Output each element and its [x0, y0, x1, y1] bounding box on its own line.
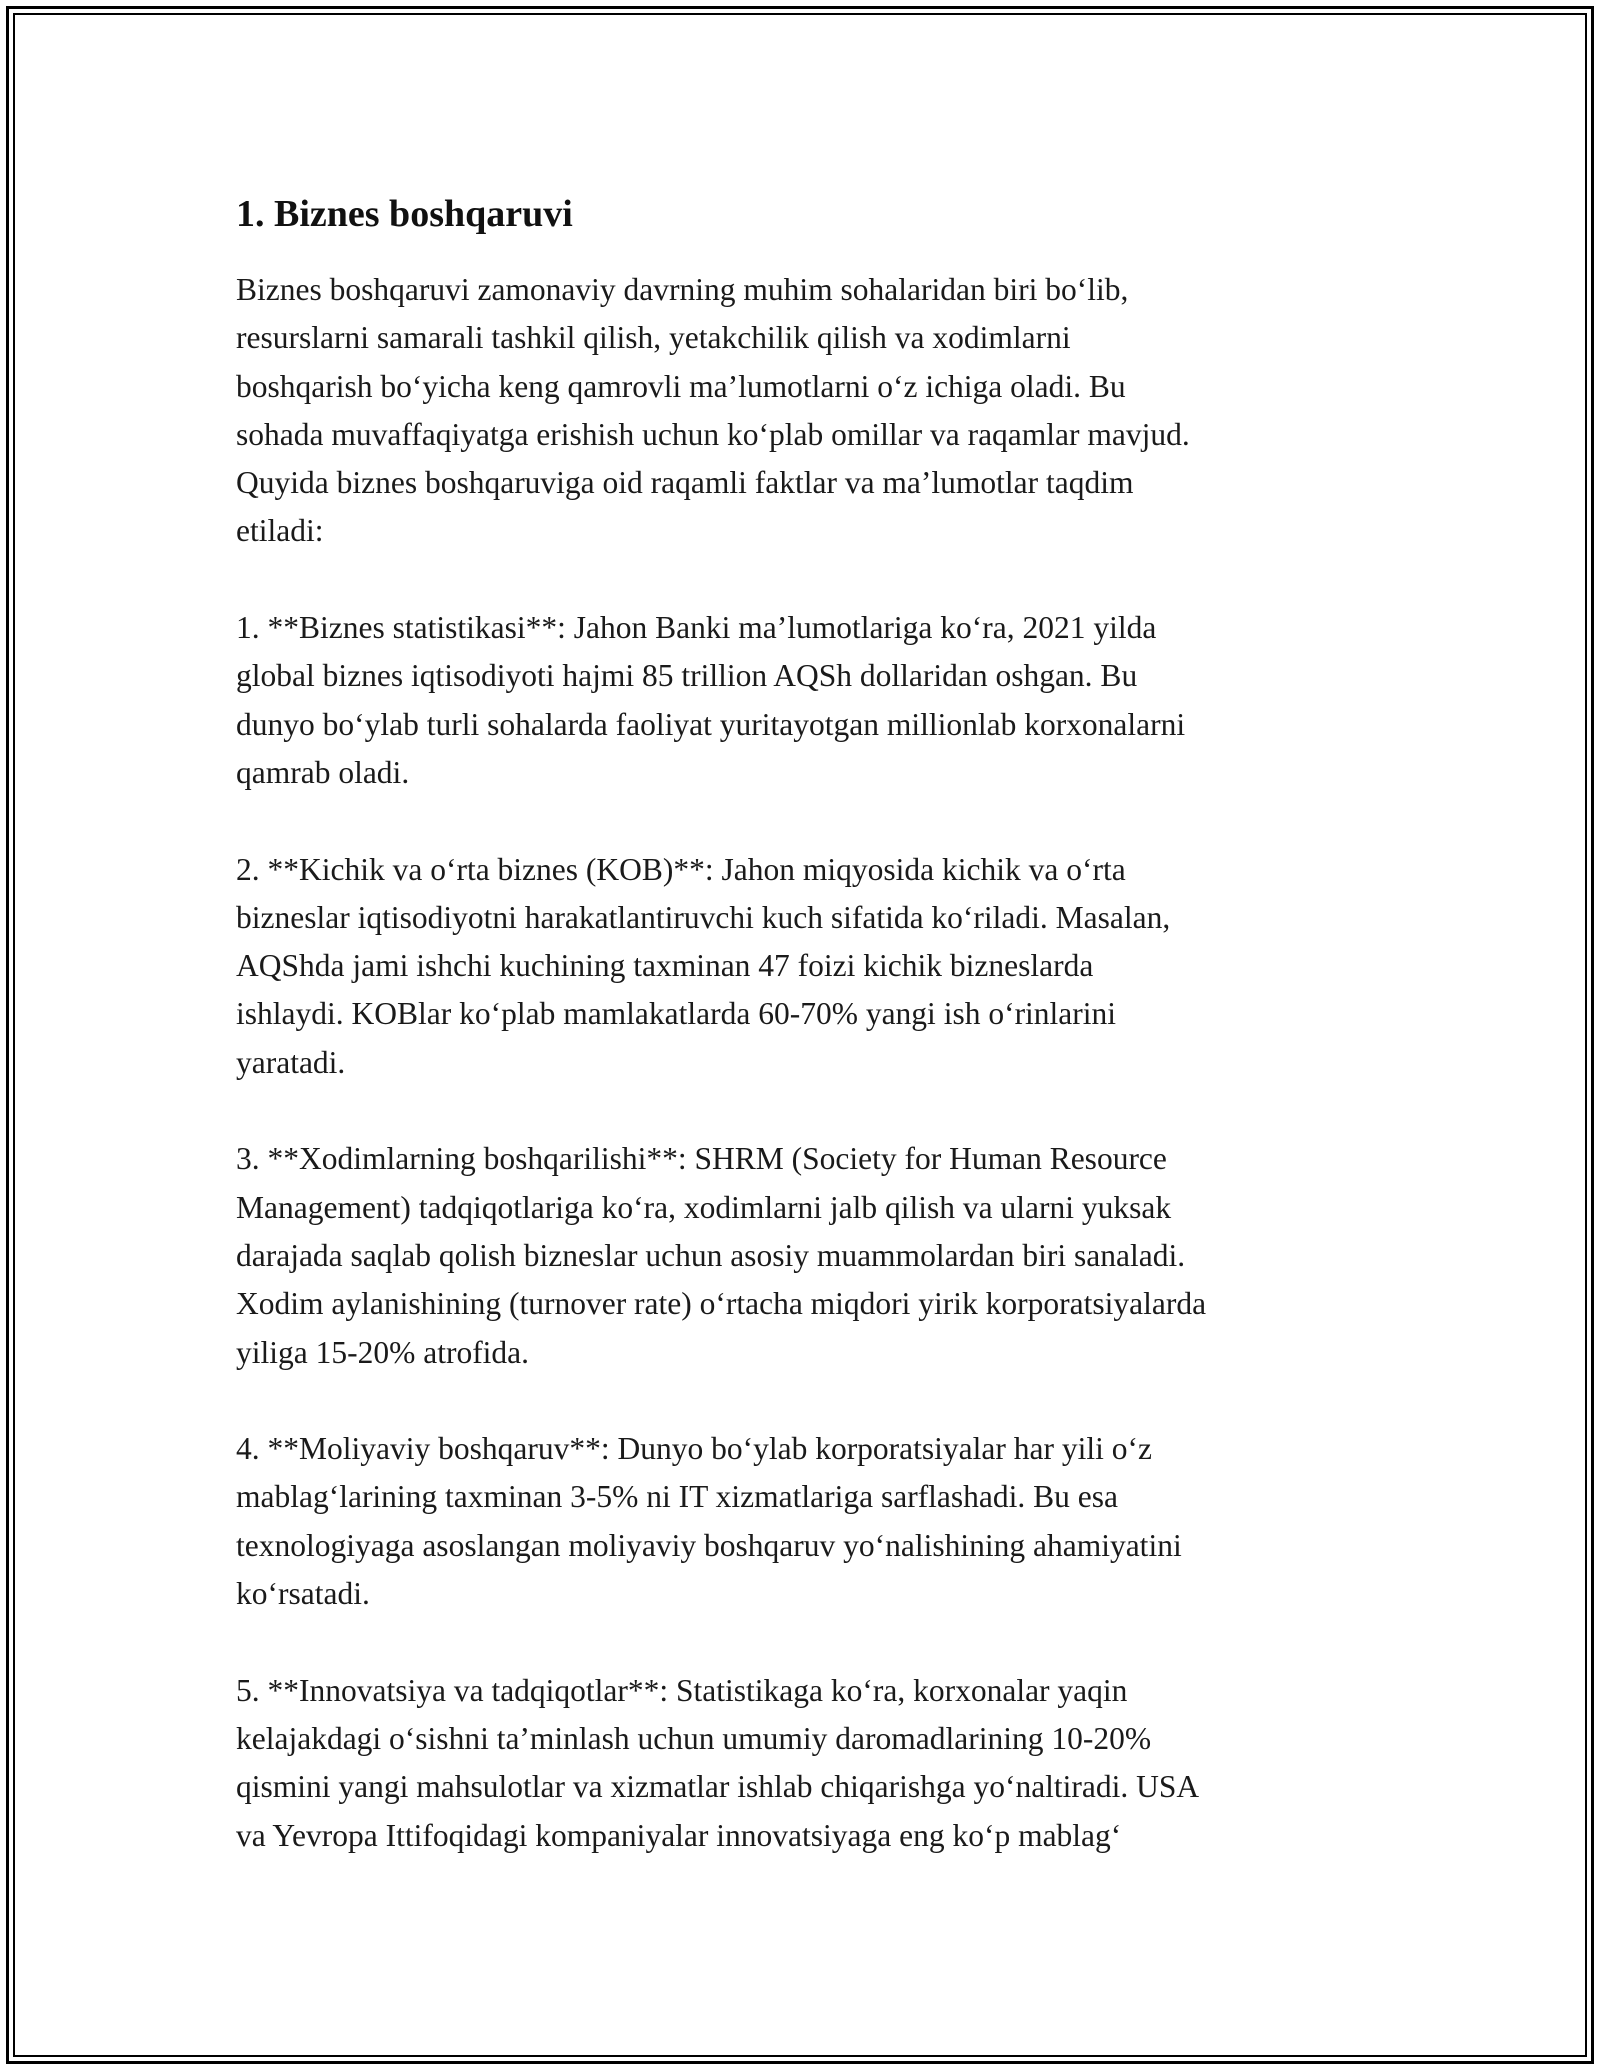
text-line: koʻrsatadi.: [236, 1576, 370, 1612]
text-line: resurslarni samarali tashkil qilish, yetakchilik qilish va xodimlarni: [236, 320, 1071, 356]
text-line: boshqarish boʻyicha keng qamrovli maʼlumotlarni oʻz ichiga oladi. Bu: [236, 368, 1126, 404]
text-line: Xodim aylanishining (turnover rate) oʻrtacha miqdori yirik korporatsiyalarda: [236, 1286, 1207, 1322]
text-line: dunyo boʻylab turli sohalarda faoliyat yuritayotgan millionlab korxonalarni: [236, 706, 1186, 742]
text-line: qismini yangi mahsulotlar va xizmatlar ishlab chiqarishga yoʻnaltiradi. USA: [236, 1769, 1200, 1805]
text-line: texnologiyaga asoslangan moliyaviy boshqaruv yoʻnalishining ahamiyatini: [236, 1527, 1182, 1563]
text-line: ishlaydi. KOBlar koʻplab mamlakatlarda 60-70% yangi ish oʻrinlarini: [236, 996, 1117, 1032]
text-line: Biznes boshqaruvi zamonaviy davrning muhim sohalaridan biri boʻlib,: [236, 272, 1129, 307]
intro-paragraph: [236, 266, 1376, 556]
list-item-business-statistics: [236, 604, 1376, 797]
text-line: Management) tadqiqotlariga koʻra, xodimlarni jalb qilish va ularni yuksak: [236, 1189, 1172, 1225]
text-line: darajada saqlab qolish bizneslar uchun asosiy muammolardan biri sanaladi.: [236, 1237, 1186, 1273]
text-line: yiliga 15-20% atrofida.: [236, 1334, 530, 1370]
list-item-employee-management: [236, 1135, 1376, 1376]
text-line: etiladi:: [236, 513, 324, 549]
text-line: global biznes iqtisodiyoti hajmi 85 trillion AQSh dollaridan oshgan. Bu: [236, 658, 1138, 694]
text-line: kelajakdagi oʻsishni taʼminlash uchun umumiy daromadlarining 10-20%: [236, 1720, 1152, 1756]
text-line: Quyida biznes boshqaruviga oid raqamli faktlar va maʼlumotlar taqdim: [236, 465, 1134, 501]
text-line: va Yevropa Ittifoqidagi kompaniyalar innovatsiyaga eng koʻp mablagʻ: [236, 1817, 1122, 1853]
text-line: 5. **Innovatsiya va tadqiqotlar**: Statistikaga koʻra, korxonalar yaqin: [236, 1672, 1128, 1708]
text-line: sohada muvaffaqiyatga erishish uchun koʻplab omillar va raqamlar mavjud.: [236, 416, 1190, 452]
text-line: 2. **Kichik va oʻrta biznes (KOB)**: Jahon miqyosida kichik va oʻrta: [236, 851, 1126, 887]
list-item-innovation-research: [236, 1667, 1376, 1860]
section-heading: 1. Biznes boshqaruvi: [236, 193, 573, 235]
text-line: bizneslar iqtisodiyotni harakatlantiruvchi kuch sifatida koʻriladi. Masalan,: [236, 899, 1171, 935]
document-body: [236, 186, 1376, 1908]
text-line: 4. **Moliyaviy boshqaruv**: Dunyo boʻylab korporatsiyalar har yili oʻz: [236, 1431, 1152, 1467]
list-item-financial-management: [236, 1425, 1376, 1618]
text-line: AQShda jami ishchi kuchining taxminan 47 foizi kichik bizneslarda: [236, 948, 1094, 984]
list-item-small-medium-business: [236, 846, 1376, 1087]
text-line: yaratadi.: [236, 1044, 346, 1080]
text-line: qamrab oladi.: [236, 754, 410, 790]
text-line: mablagʻlarining taxminan 3-5% ni IT xizmatlariga sarflashadi. Bu esa: [236, 1479, 1119, 1515]
text-line: 3. **Xodimlarning boshqarilishi**: SHRM (Society for Human Resource: [236, 1141, 1167, 1177]
text-line: 1. **Biznes statistikasi**: Jahon Banki maʼlumotlariga koʻra, 2021 yilda: [236, 610, 1157, 646]
